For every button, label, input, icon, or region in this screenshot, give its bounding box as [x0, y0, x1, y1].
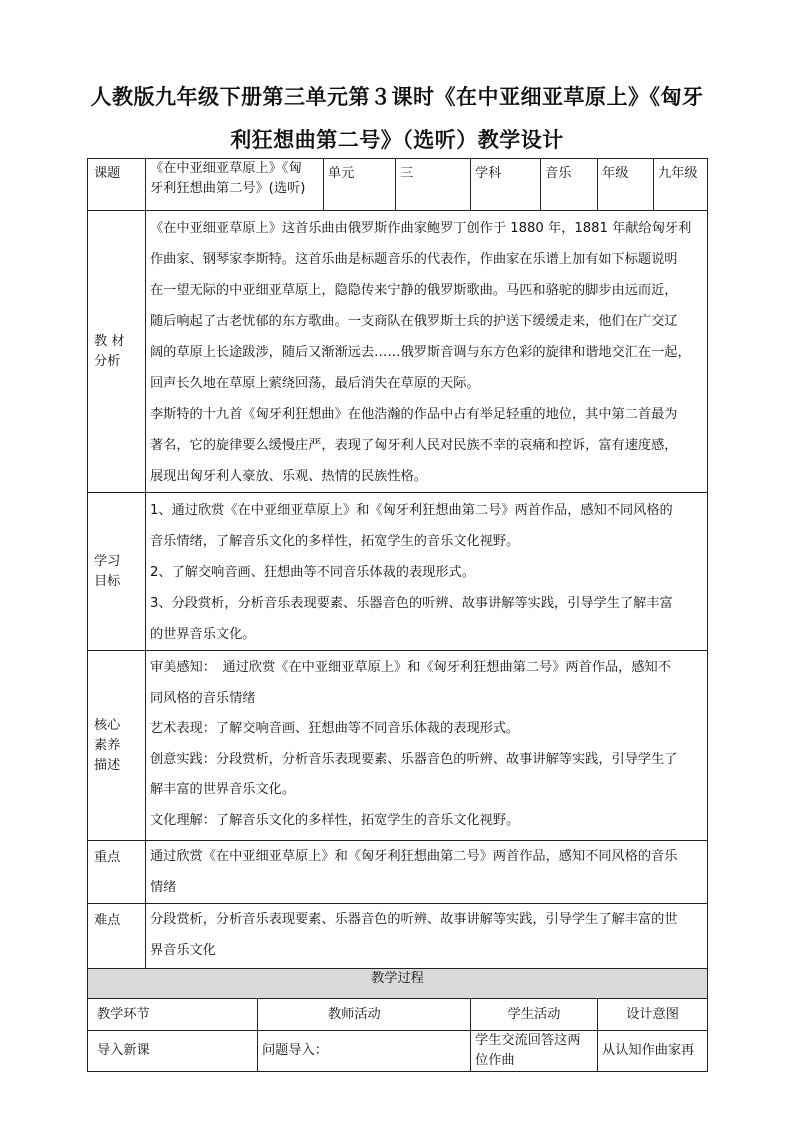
topic-value-line-1: 《在中亚细亚草原上》《匈	[150, 161, 302, 176]
topic-value-line-2: 牙利狂想曲第二号》(选听)	[150, 181, 306, 196]
material-line: 随后响起了古老忧郁的东方歌曲。一支商队在俄罗斯士兵的护送下缓缓走来，他们在广交辽	[150, 314, 678, 329]
process-col-teacher-text: 教师活动	[328, 1006, 381, 1022]
material-line: 作曲家、钢琴家李斯特。这首乐曲是标题音乐的代表作，作曲家在乐谱上加有如下标题说明	[150, 252, 678, 267]
material-analysis-row	[88, 211, 708, 493]
process-col-teacher	[258, 999, 471, 1031]
learning-goals-label	[88, 493, 146, 651]
process-section-row	[88, 969, 708, 999]
key-point-content	[146, 841, 708, 904]
core-literacy-label	[88, 651, 146, 841]
subject-value: 音乐	[541, 159, 598, 211]
literacy-label-line-3: 描述	[94, 757, 121, 773]
literacy-line: 审美感知： 通过欣赏《在中亚细亚草原上》和《匈牙利狂想曲第二号》两首作品，感知不	[150, 660, 671, 675]
goal-line: 音乐情绪，了解音乐文化的多样性，拓宽学生的音乐文化视野。	[150, 534, 520, 549]
process-cell-student: 学生交流回答这两位作曲	[471, 1031, 598, 1072]
literacy-line: 同风格的音乐情绪	[150, 690, 256, 706]
topic-value	[146, 159, 324, 211]
literacy-label-line-2: 素养	[94, 737, 121, 753]
process-cell-stage: 导入新课	[88, 1031, 258, 1072]
material-line: 展现出匈牙利人豪放、乐观、热情的民族性格。	[150, 469, 427, 484]
process-col-stage-text: 教学环节	[97, 1006, 150, 1022]
key-point-line: 情绪	[150, 880, 177, 895]
grade-label: 年级	[598, 159, 654, 211]
difficulty-label: 难点	[88, 904, 146, 969]
goal-line: 的世界音乐文化。	[150, 627, 256, 642]
process-col-intent	[598, 999, 708, 1031]
header-row	[88, 159, 708, 211]
key-point-row	[88, 841, 708, 904]
goals-label-line-1: 学习	[94, 553, 121, 569]
difficulty-line: 界音乐文化	[150, 943, 216, 958]
difficulty-line: 分段赏析，分析音乐表现要素、乐器音色的听辨、故事讲解等实践，引导学生了解丰富的世	[150, 912, 678, 927]
document-title-line-1: 人教版九年级下册第三单元第３课时《在中亚细亚草原上》《匈牙	[90, 85, 704, 109]
difficulty-content	[146, 904, 708, 969]
material-line: 阔的草原上长途跋涉，随后又渐渐远去……俄罗斯音调与东方色彩的旋律和谐地交汇在一起，	[150, 345, 691, 360]
literacy-line: 创意实践：分段赏析，分析音乐表现要素、乐器音色的听辨、故事讲解等实践，引导学生了	[150, 751, 678, 767]
unit-value: 三	[396, 159, 471, 211]
document-title-line-2: 利狂想曲第二号》（选听）教学设计	[230, 128, 564, 152]
material-analysis-label	[88, 211, 146, 493]
material-label-line-2: 分析	[94, 353, 121, 369]
learning-goals-row	[88, 493, 708, 651]
goals-label-line-2: 目标	[94, 573, 121, 589]
key-point-label: 重点	[88, 841, 146, 904]
material-line: 回声长久地在草原上萦绕回荡，最后消失在草原的天际。	[150, 376, 480, 391]
subject-label: 学科	[471, 159, 541, 211]
process-row	[88, 1031, 708, 1072]
core-literacy-content	[146, 651, 708, 841]
material-line: 著名，它的旋律要么缓慢庄严，表现了匈牙利人民对民族不幸的哀痛和控诉，富有速度感，	[150, 438, 678, 453]
process-col-student	[471, 999, 598, 1031]
process-cell-teacher: 问题导入：	[258, 1031, 471, 1072]
lesson-plan-table	[87, 158, 708, 1072]
goal-line: 2、了解交响音画、狂想曲等不同音乐体裁的表现形式。	[150, 565, 475, 580]
literacy-line: 文化理解：了解音乐文化的多样性，拓宽学生的音乐文化视野。	[150, 812, 520, 828]
material-line: 《在中亚细亚草原上》这首乐曲由俄罗斯作曲家鲍罗丁创作于 1880 年，1881 年献给匈牙利	[150, 221, 692, 236]
literacy-label-line-1: 核心	[94, 717, 121, 733]
literacy-line: 解丰富的世界音乐文化。	[150, 782, 296, 797]
process-header-row	[88, 999, 708, 1031]
process-col-student-text: 学生活动	[507, 1006, 561, 1022]
difficulty-row	[88, 904, 708, 969]
goal-line: 1、通过欣赏《在中亚细亚草原上》和《匈牙利狂想曲第二号》两首作品，感知不同风格的	[150, 503, 673, 518]
key-point-line: 通过欣赏《在中亚细亚草原上》和《匈牙利狂想曲第二号》两首作品，感知不同风格的音乐	[150, 849, 678, 864]
learning-goals-content	[146, 493, 708, 651]
core-literacy-row	[88, 651, 708, 841]
process-col-intent-text: 设计意图	[626, 1006, 679, 1022]
process-section-title: 教学过程	[88, 969, 708, 999]
material-label-line-1: 教 材	[94, 333, 125, 349]
material-line: 在一望无际的中亚细亚草原上，隐隐传来宁静的俄罗斯歌曲。马匹和骆驼的脚步由远而近，	[150, 283, 678, 298]
material-analysis-content	[146, 211, 708, 493]
process-col-stage	[88, 999, 258, 1031]
unit-label: 单元	[324, 159, 396, 211]
material-line: 李斯特的十九首《匈牙利狂想曲》在他浩瀚的作品中占有举足轻重的地位，其中第二首最为	[150, 407, 678, 422]
process-cell-intent: 从认知作曲家再	[598, 1031, 708, 1072]
topic-label: 课题	[88, 159, 146, 211]
goal-line: 3、分段赏析，分析音乐表现要素、乐器音色的听辨、故事讲解等实践，引导学生了解丰富	[150, 596, 673, 611]
literacy-line: 艺术表现：了解交响音画、狂想曲等不同音乐体裁的表现形式。	[150, 721, 520, 736]
grade-value: 九年级	[654, 159, 708, 211]
